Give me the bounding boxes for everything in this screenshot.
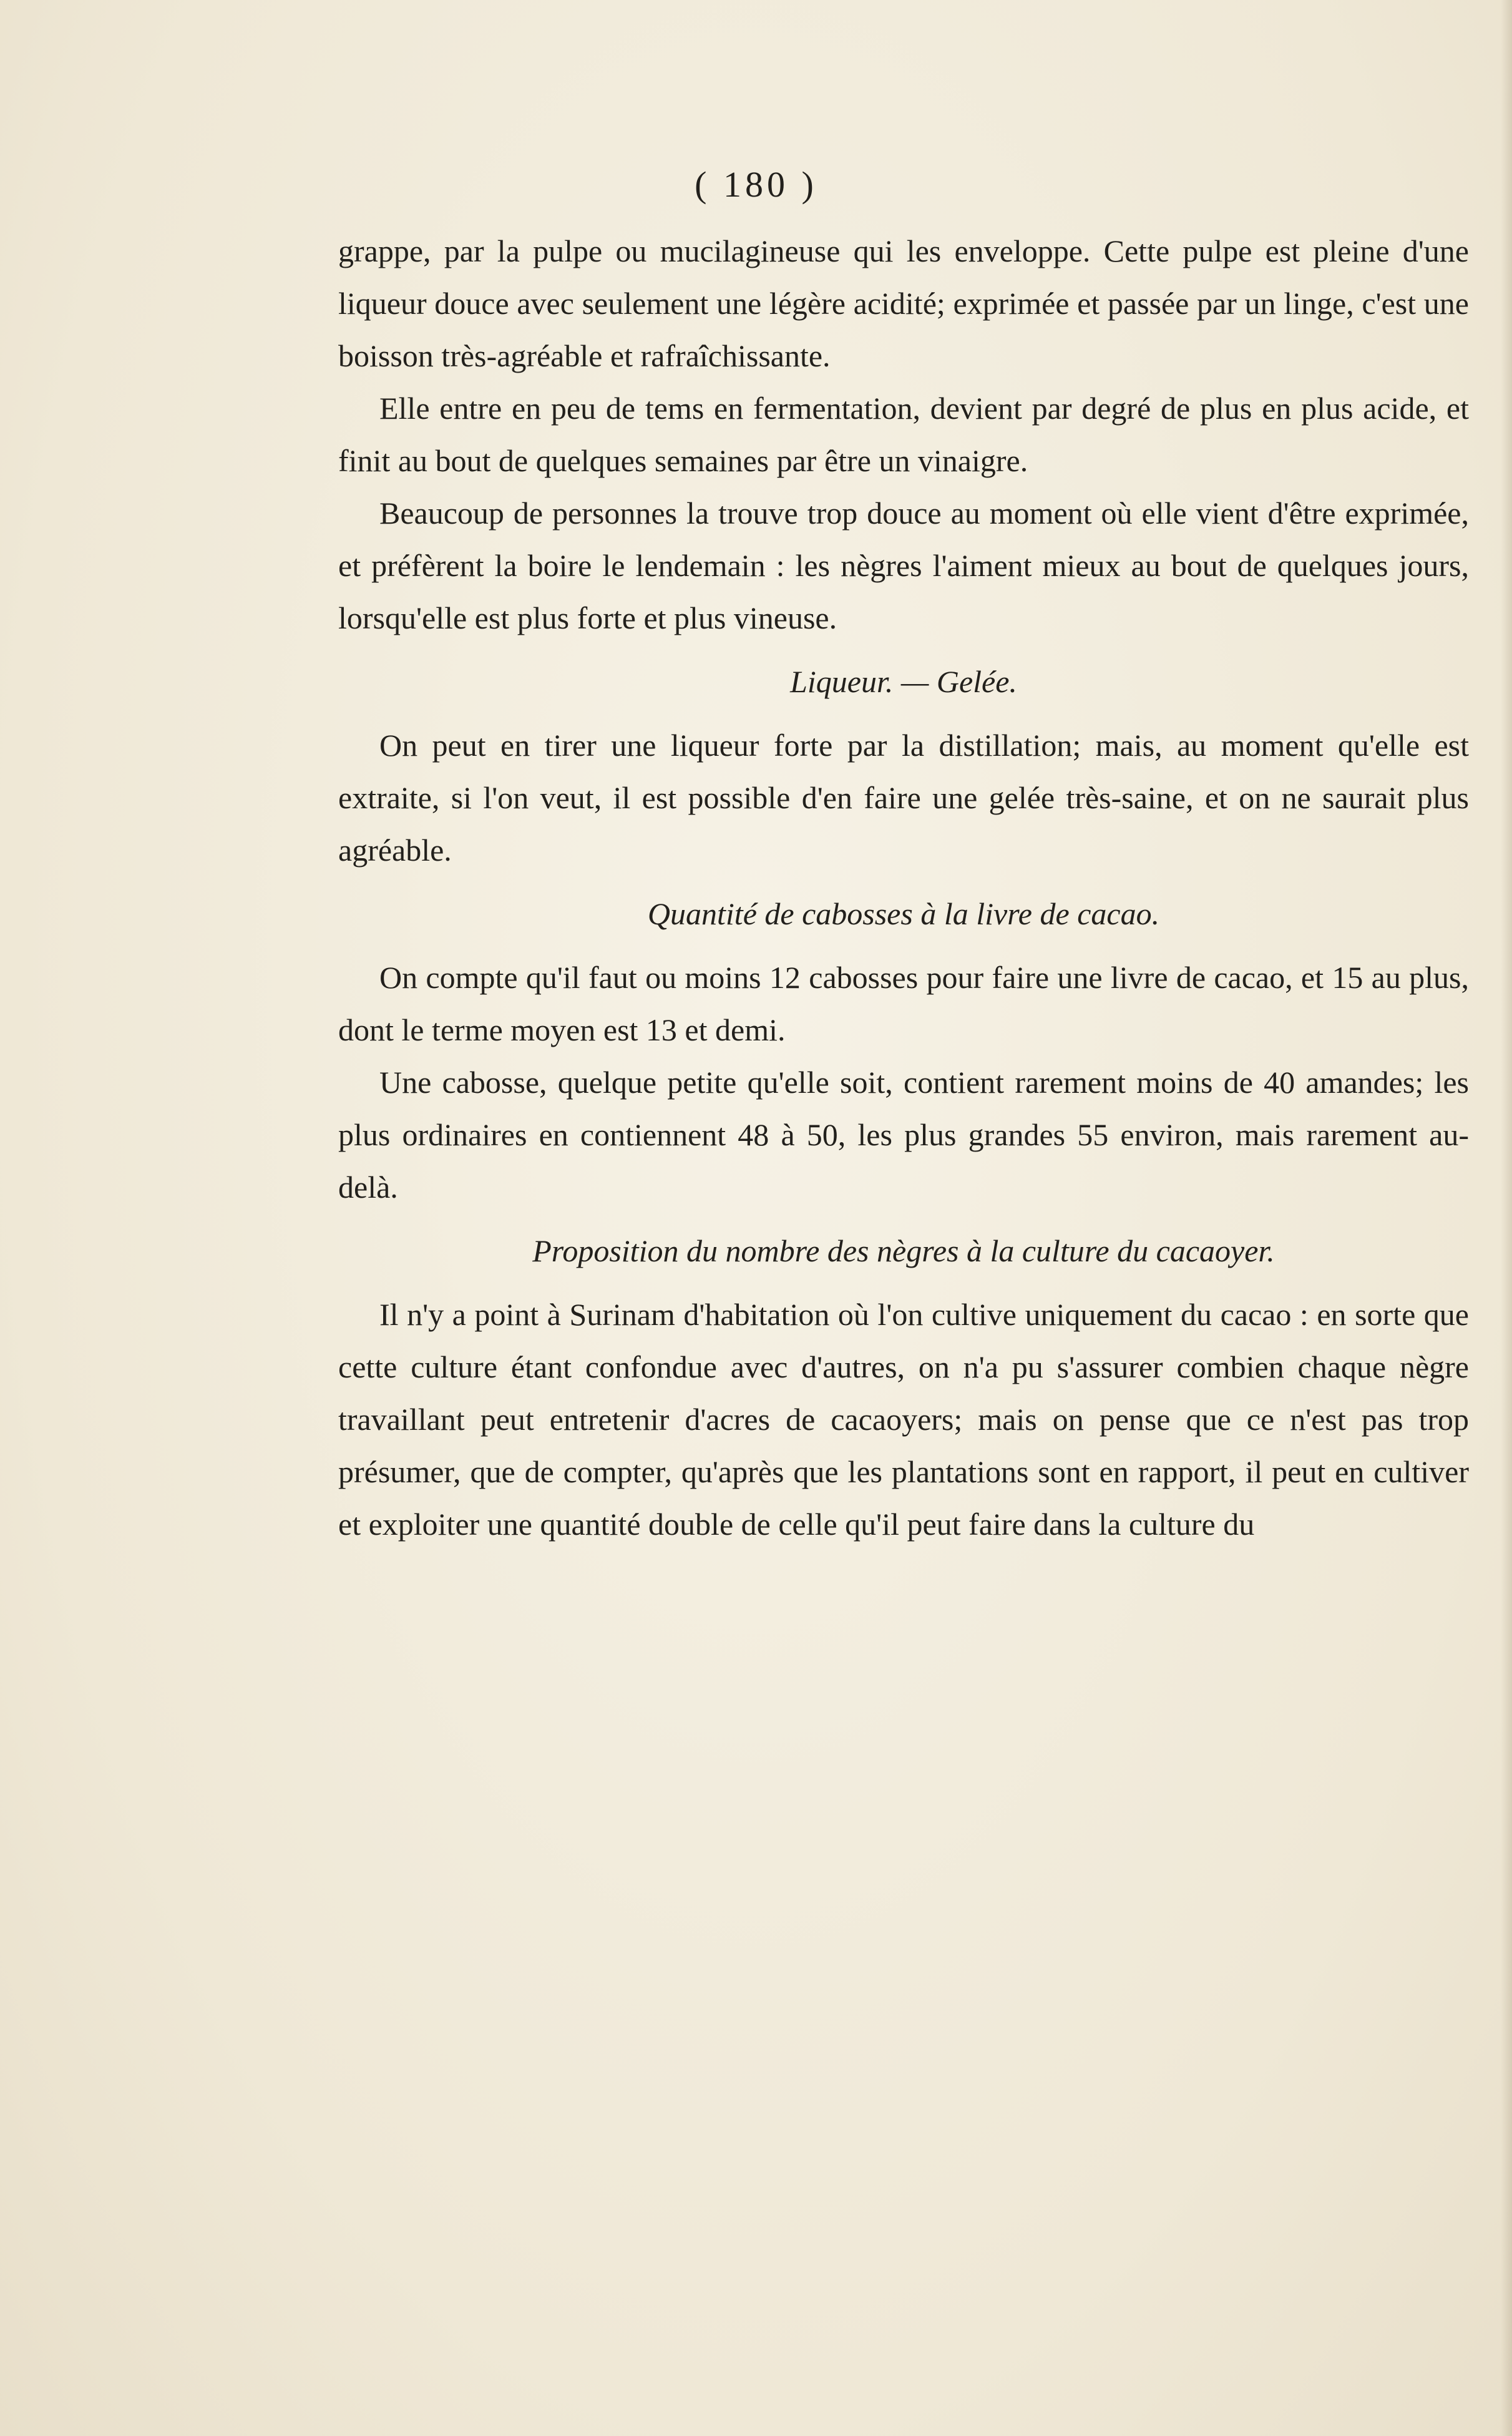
page-body [338, 225, 1469, 1550]
paragraph-amandes: Une cabosse, quelque petite qu'elle soit, contient rarement moins de 40 amandes; les plus ordinaires en contiennent 48 à 50, les plus grandes 55 environ, mais rarement au-delà. [338, 1065, 1469, 1205]
section-heading-liqueur: Liqueur. — Gelée. [790, 664, 1017, 699]
page-edge-shadow [1501, 0, 1512, 2436]
section-heading-quantite: Quantité de cabosses à la livre de cacao. [647, 896, 1160, 931]
paragraph-cabosses-count: On compte qu'il faut ou moins 12 cabosses pour faire une livre de cacao, et 15 au plus, dont le terme moyen est 13 et demi. [338, 960, 1469, 1047]
paragraph-surinam: Il n'y a point à Surinam d'habitation où l'on cultive uniquement du cacao : en sorte que cette culture étant confondue avec d'autres, on n'a pu s'assurer combien chaque nègre travaillant peut entretenir d'acres de cacaoyers; mais on pense que ce n'est pas trop présumer, que de compter, qu'après que les plantations sont en rapport, il peut en cultiver et exploiter une quantité double de celle qu'il peut faire dans la culture du [338, 1297, 1469, 1542]
section-heading-proposition: Proposition du nombre des nègres à la culture du cacaoyer. [532, 1233, 1275, 1268]
paragraph-fermentation: Elle entre en peu de tems en fermentation, devient par degré de plus en plus acide, et finit au bout de quelques semaines par être un vinaigre. [338, 391, 1469, 478]
page-number: ( 180 ) [695, 164, 817, 205]
paragraph-taste: Beaucoup de personnes la trouve trop douce au moment où elle vient d'être exprimée, et préfèrent la boire le lendemain : les nègres l'aiment mieux au bout de quelques jours, lorsqu'elle est plus forte et plus vineuse. [338, 496, 1469, 635]
paragraph-continued: grappe, par la pulpe ou mucilagineuse qui les enveloppe. Cette pulpe est pleine d'une liqueur douce avec seulement une légère acidité; exprimée et passée par un linge, c'est une boisson très-agréable et rafraîchissante. [338, 233, 1469, 373]
paragraph-liqueur: On peut en tirer une liqueur forte par la distillation; mais, au moment qu'elle est extraite, si l'on veut, il est possible d'en faire une gelée très-saine, et on ne saurait plus agréable. [338, 728, 1469, 868]
